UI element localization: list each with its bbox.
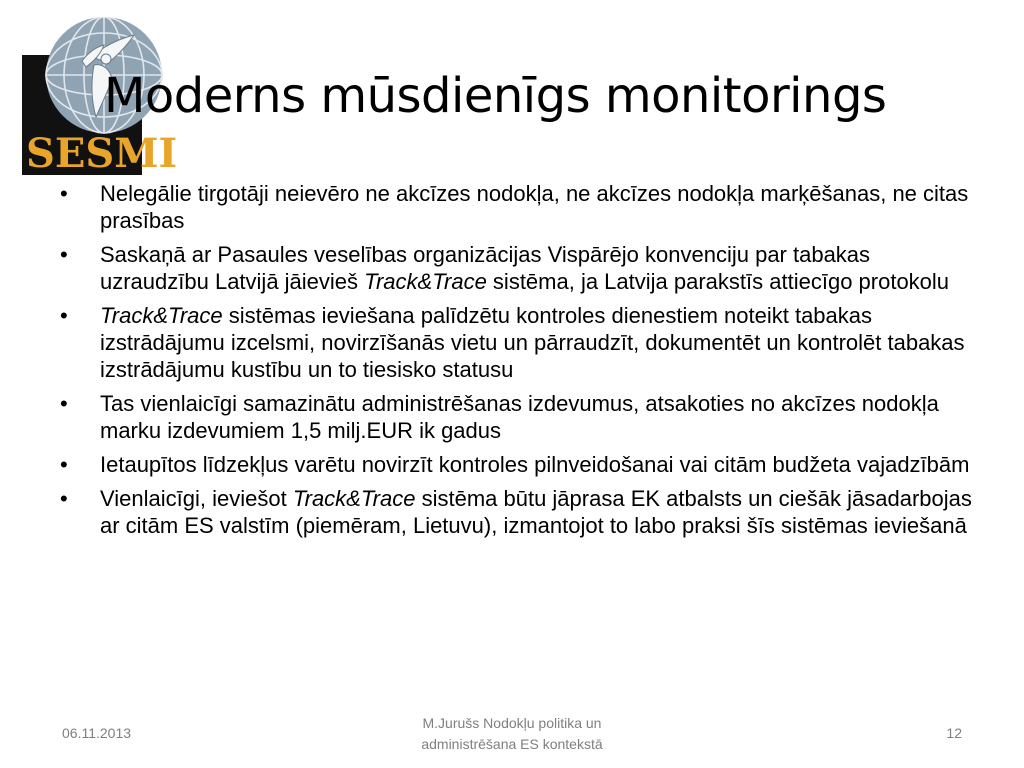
bullet-text: Ietaupītos līdzekļus varētu novirzīt kontroles pilnveidošanai vai citām budžeta vajadzībām	[100, 452, 970, 477]
footer-center-line: administrēšana ES kontekstā	[421, 736, 603, 752]
bullet-text: Saskaņā ar Pasaules veselības organizācijas Vispārējo konvenciju par tabakas uzraudzību Latvijā jāievieš	[100, 242, 871, 294]
bullet-text-continued: sistēma būtu jāprasa EK atbalsts un ciešāk jāsadarbojas ar citām ES valstīm (piemēram, Lietuvu), izmantojot to labo praksi šīs sistēmas ieviešanā	[100, 486, 972, 538]
bullet-item	[60, 180, 980, 234]
bullet-item	[60, 390, 980, 444]
bullet-item	[60, 241, 980, 295]
bullet-item	[60, 485, 980, 539]
bullet-text: Tas vienlaicīgi samazinātu administrēšanas izdevumus, atsakoties no akcīzes nodokļa marku izdevumiem 1,5 milj.EUR ik gadus	[100, 391, 939, 443]
bullet-text-continued: sistēmas ieviešana palīdzētu kontroles dienestiem noteikt tabakas izstrādājumu izcelsmi, novirzīšanās vietu un pārraudzīt, dokumentēt un kontrolēt tabakas izstrādājumu kustību un to tiesisko statusu	[100, 303, 965, 382]
bullet-marker: •	[60, 391, 68, 416]
footer-center-line: M.Jurušs Nodokļu politika un	[422, 715, 602, 731]
bullet-emphasis: Track&Trace	[292, 486, 416, 511]
bullet-marker: •	[60, 486, 68, 511]
bullet-marker: •	[60, 303, 68, 328]
bullet-marker: •	[60, 242, 68, 267]
slide-title: Moderns mūsdienīgs monitorings	[104, 68, 887, 124]
bullet-marker: •	[60, 181, 68, 206]
footer-date: 06.11.2013	[62, 725, 132, 741]
bullet-item	[60, 302, 980, 383]
logo-lettering: SESMI	[26, 130, 178, 175]
bullet-text: Vienlaicīgi, ieviešot	[100, 486, 293, 511]
footer-page-number: 12	[946, 725, 962, 741]
bullet-text: Nelegālie tirgotāji neievēro ne akcīzes nodokļa, ne akcīzes nodokļa marķēšanas, ne citas prasības	[100, 181, 969, 233]
footer-center-text	[362, 713, 662, 755]
bullet-list	[60, 180, 980, 546]
bullet-item	[60, 451, 980, 478]
bullet-emphasis: Track&Trace	[100, 303, 223, 328]
bullet-text-continued: sistēma, ja Latvija parakstīs attiecīgo protokolu	[486, 269, 950, 294]
bullet-marker: •	[60, 452, 68, 477]
bullet-emphasis: Track&Trace	[364, 269, 487, 294]
